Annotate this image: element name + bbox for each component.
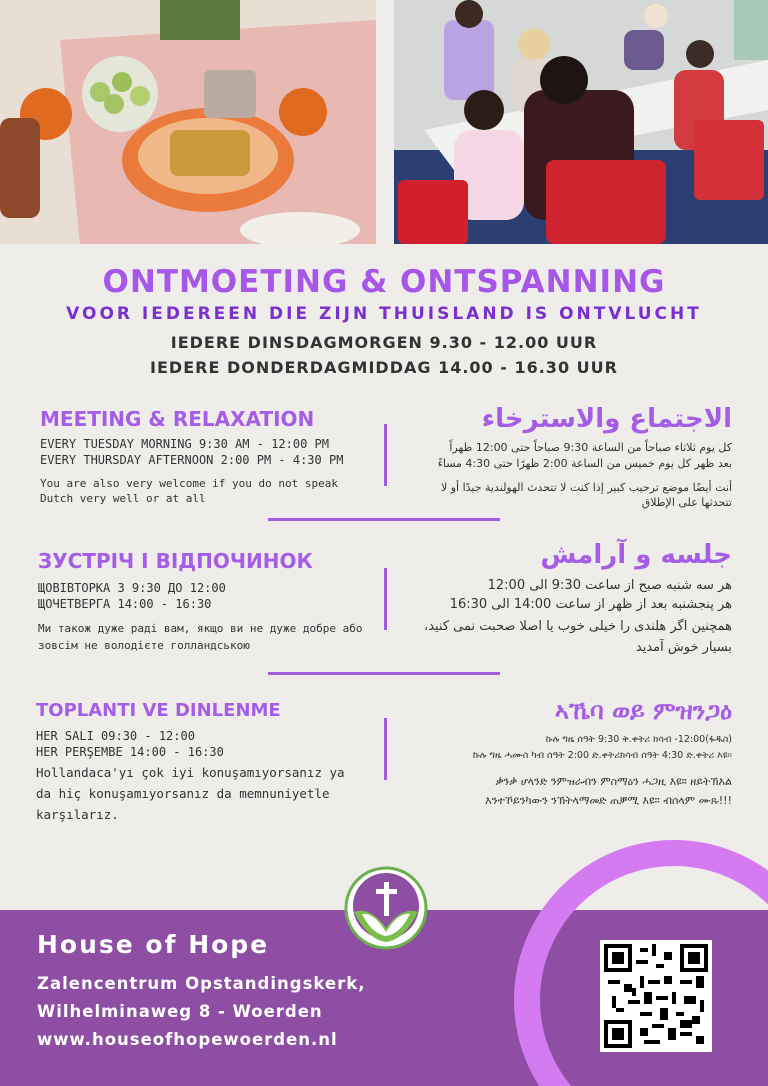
arabic-title: الاجتماع والاسترخاء — [481, 404, 732, 434]
divider-horizontal-1 — [268, 518, 500, 521]
turkish-section — [36, 698, 366, 825]
organization-name: House of Hope — [37, 930, 270, 959]
english-line-1: EVERY TUESDAY MORNING 9:30 AM - 12:00 PM — [40, 437, 329, 451]
ukrainian-line-1: ЩОВІВТОРКА З 9:30 ДО 12:00 — [38, 581, 226, 595]
tigrinya-section — [402, 694, 732, 810]
heading-block — [0, 262, 768, 380]
persian-section — [402, 538, 732, 658]
divider-vertical-2 — [384, 568, 387, 630]
ukrainian-line-2: ЩОЧЕТВЕРГА 14:00 - 16:30 — [38, 597, 212, 611]
english-line-2: EVERY THURSDAY AFTERNOON 2:00 PM - 4:30 PM — [40, 453, 344, 467]
turkish-line-2: HER PERŞEMBE 14:00 - 16:30 — [36, 745, 224, 759]
divider-vertical-1 — [384, 424, 387, 486]
english-title: MEETING & RELAXATION — [40, 407, 315, 431]
cross-dove-logo — [344, 866, 428, 950]
ukrainian-section — [38, 548, 368, 654]
persian-line-1: هر سه شنبه صبح از ساعت 9:30 الی 12:00 — [487, 578, 732, 593]
tigrinya-title: ኣኼባ ወይ ምዝንጋዕ — [554, 697, 732, 725]
arabic-line-2: بعد ظهر كل يوم خميس من الساعة 2:00 ظهرًا حتى 4:30 مساءً — [437, 457, 732, 470]
table-with-fruit-and-sweets-photo — [0, 0, 376, 244]
ukrainian-title: ЗУСТРІЧ І ВІДПОЧИНОК — [38, 549, 313, 573]
turkish-note: Hollandaca'yı çok iyi konuşamıyorsanız ya da hiç konuşamıyorsanız da memnuniyetle karşılarız. — [36, 765, 345, 822]
arabic-note: أنت أيضًا موضع ترحيب كبير إذا كنت لا تتحدث الهولندية جيدًا أو لا تتحدثها على الإطلاق — [440, 481, 732, 509]
schedule-tuesday: IEDERE DINSDAGMORGEN 9.30 - 12.00 UUR — [170, 333, 598, 352]
arabic-line-1: كل يوم ثلاثاء صباحاً من الساعة 9:30 صباحاً حتى 12:00 ظهراً — [449, 441, 732, 454]
persian-title: جلسه و آرامش — [540, 540, 732, 570]
persian-line-2: هر پنجشنبه بعد از ظهر از ساعت 14:00 الی 16:30 — [449, 597, 732, 612]
qr-code[interactable] — [600, 940, 712, 1052]
divider-horizontal-2 — [268, 672, 500, 675]
venue-name: Zalencentrum Opstandingskerk, — [37, 974, 366, 993]
tigrinya-line-1: ኩሉ ግዜ ሰዓት 9:30 ቅ.ቀትሪ ክሳብ -12:00(ፋዱስ) — [545, 734, 732, 745]
persian-note: همچنین اگر هلندی را خیلی خوب یا اصلا صحبت نمی کنید، بسیار خوش آمدید — [424, 619, 732, 655]
ukrainian-note: Ми також дуже раді вам, якщо ви не дуже добре або зовсім не володієте голландською — [38, 622, 363, 652]
turkish-line-1: HER SALI 09:30 - 12:00 — [36, 729, 195, 743]
main-title: ONTMOETING & ONTSPANNING — [102, 264, 666, 300]
schedule-thursday: IEDERE DONDERDAGMIDDAG 14.00 - 16.30 UUR — [150, 358, 618, 377]
english-note: You are also very welcome if you do not speak Dutch very well or at all — [40, 477, 339, 505]
website-link[interactable]: www.houseofhopewoerden.nl — [37, 1030, 338, 1049]
subtitle: VOOR IEDEREEN DIE ZIJN THUISLAND IS ONTVLUCHT — [66, 304, 702, 324]
tigrinya-note: ቃንቃ ሆላንድ ንምዝራብን ምስማዕን ሓጋዚ እዩ። ዘይትኽእል እንተኾይንካውን ንኽትላማመድ ጠቓሚ እዩ። ብሰላም ሙጹ!!! — [485, 775, 732, 807]
people-at-craft-table-photo — [394, 0, 768, 244]
tigrinya-line-2: ኩሉ ግዜ ሓሙስ ካብ ሰዓት 2:00 ድ.ቀትሪክሳብ ሰዓት 4:30 ድ.ቀትሪ እዩ። — [472, 750, 732, 761]
english-section — [40, 406, 370, 506]
address: Wilhelminaweg 8 - Woerden — [37, 1002, 323, 1021]
arabic-section — [412, 402, 732, 510]
divider-vertical-3 — [384, 718, 387, 780]
turkish-title: TOPLANTI VE DINLENME — [36, 700, 281, 721]
